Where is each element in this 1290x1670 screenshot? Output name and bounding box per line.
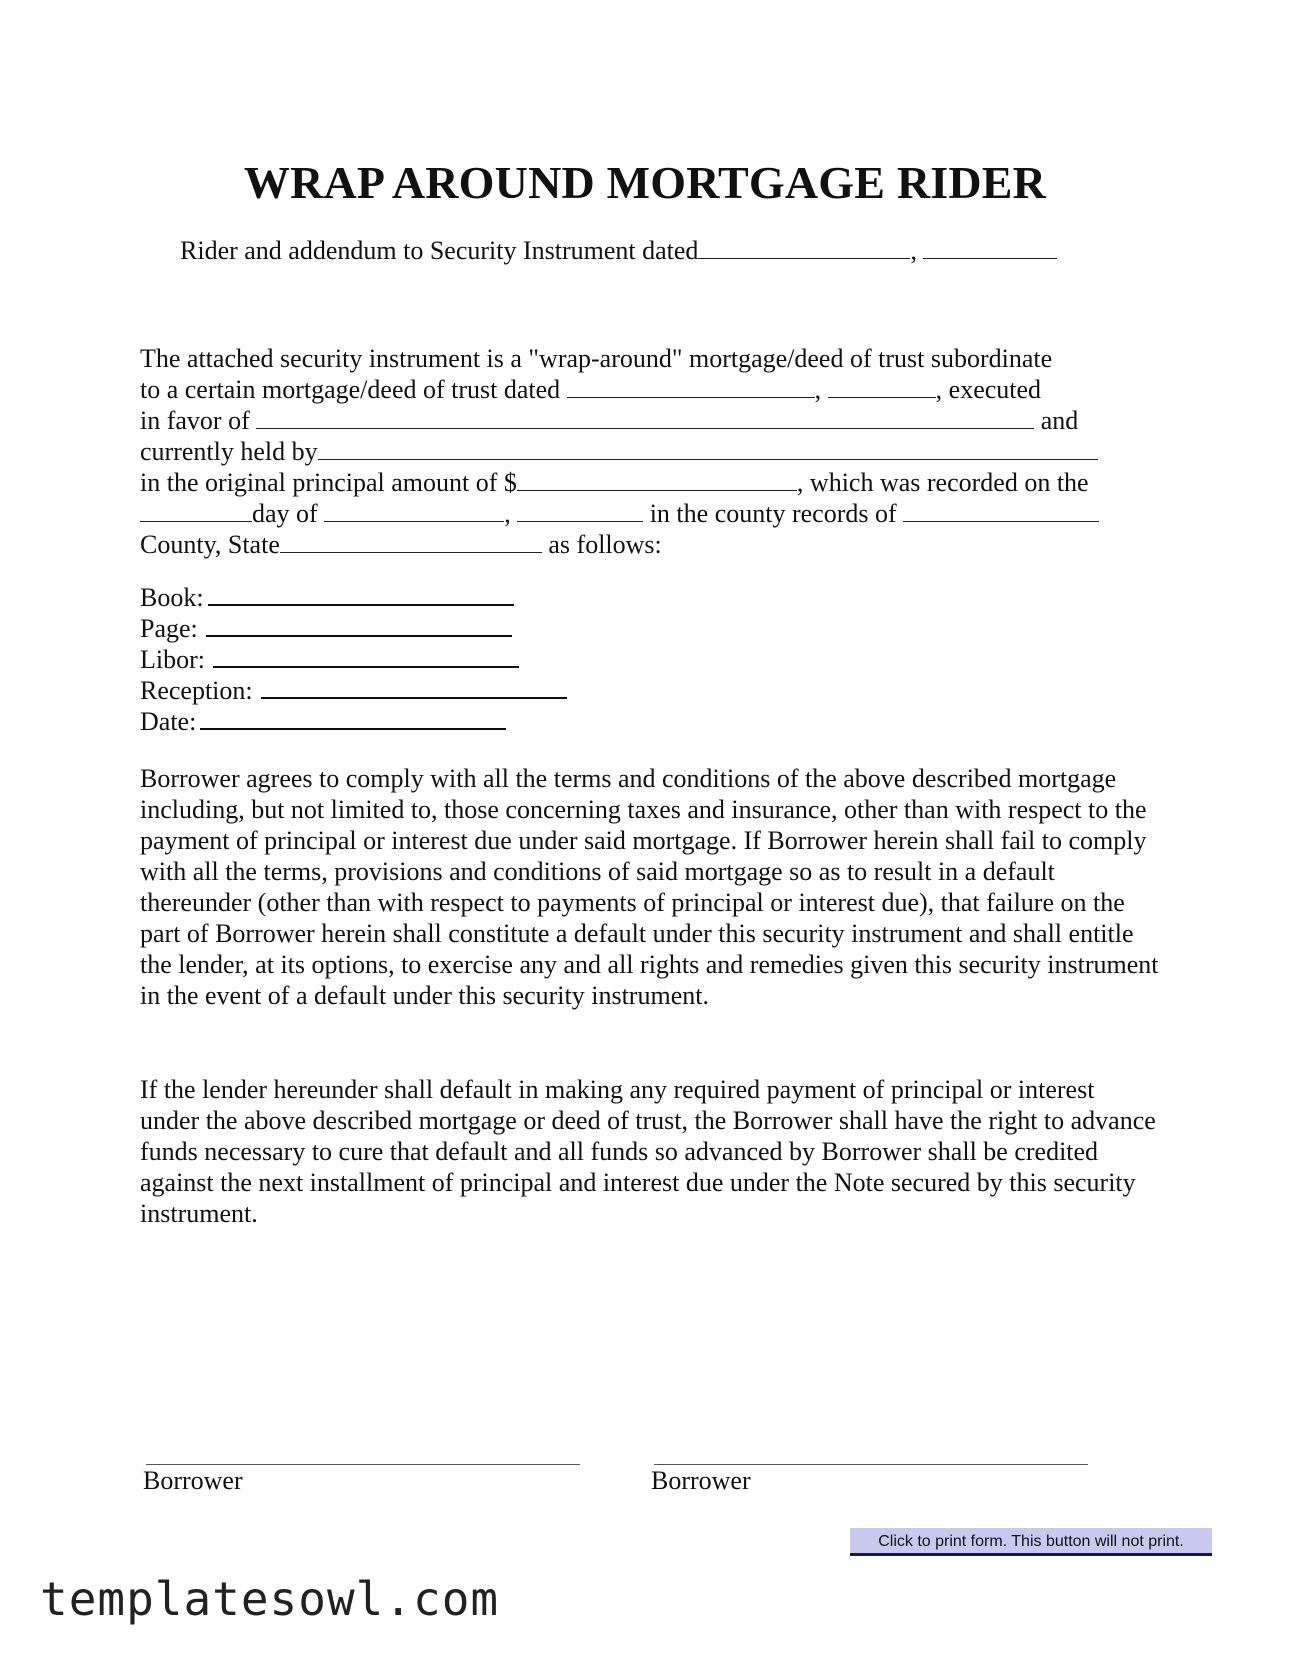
intro-text: , — [814, 375, 822, 404]
recorded-day-field[interactable] — [140, 499, 252, 522]
reception-label: Reception: — [140, 676, 253, 705]
lender-default-paragraph — [140, 1074, 1160, 1229]
print-form-button[interactable]: Click to print form. This button will not print. — [850, 1528, 1212, 1556]
book-label: Book: — [140, 583, 204, 612]
state-field[interactable] — [280, 530, 542, 553]
intro-text: The attached security instrument is a "wrap-around" mortgage/deed of trust subordinate — [140, 344, 1053, 373]
page-field[interactable] — [206, 611, 512, 637]
rider-date-line — [180, 236, 1057, 266]
intro-line-5 — [140, 468, 1089, 498]
document-title: WRAP AROUND MORTGAGE RIDER — [243, 157, 1047, 208]
in-favor-of-field[interactable] — [256, 406, 1034, 429]
intro-line-3 — [140, 406, 1078, 436]
book-field[interactable] — [208, 580, 514, 606]
intro-line-2 — [140, 375, 1041, 405]
libor-row — [140, 642, 519, 675]
recorded-month-field[interactable] — [324, 499, 504, 522]
prior-mortgage-year-field[interactable] — [828, 375, 936, 398]
compliance-paragraph — [140, 763, 1160, 1011]
libor-label: Libor: — [140, 645, 205, 674]
intro-text: , which was recorded on the — [796, 468, 1089, 497]
watermark-text: templatesowl.com — [40, 1572, 500, 1626]
lender-default-text: If the lender hereunder shall default in making any required payment of principal or interest under the above described mortgage or deed of trust, the Borrower shall have the right to advance funds necessary to cure that default and all funds so advanced by Borrower shall be credited against the next installment of principal and interest due under the Note secured by this security instrument. — [140, 1075, 1156, 1228]
rider-date-separator: , — [910, 236, 917, 265]
intro-text: and — [1040, 406, 1079, 435]
intro-text: in the county records of — [649, 499, 897, 528]
county-field[interactable] — [903, 499, 1099, 522]
intro-text: to a certain mortgage/deed of trust dated — [140, 375, 561, 404]
date-label: Date: — [140, 707, 197, 736]
rider-date-field[interactable] — [698, 236, 910, 259]
intro-text: in the original principal amount of $ — [140, 468, 517, 497]
date-row — [140, 704, 506, 737]
reception-field[interactable] — [261, 673, 567, 699]
prior-mortgage-date-field[interactable] — [567, 375, 815, 398]
intro-text: currently held by — [140, 437, 318, 466]
intro-text: as follows: — [548, 530, 662, 559]
intro-line-7 — [140, 530, 662, 560]
compliance-text: Borrower agrees to comply with all the terms and conditions of the above described mortgage including, but not limited to, those concerning taxes and insurance, other than with respect to the payment of principal or interest due under said mortgage. If Borrower herein shall fail to comply with all the terms, provisions and conditions of said mortgage so as to result in a default thereunder (other than with respect to payments of principal or interest due), that failure on the part of Borrower herein shall constitute a default under this security instrument and shall entitle the lender, at its options, to exercise any and all rights and remedies given this security instrument in the event of a default under this security instrument. — [140, 764, 1159, 1010]
libor-field[interactable] — [213, 642, 519, 668]
intro-text: day of — [252, 499, 318, 528]
date-field[interactable] — [200, 704, 506, 730]
page-label: Page: — [140, 614, 198, 643]
reception-row — [140, 673, 567, 706]
intro-text: County, State — [140, 530, 280, 559]
principal-amount-field[interactable] — [517, 468, 797, 491]
page-row — [140, 611, 512, 644]
intro-text: , executed — [935, 375, 1042, 404]
intro-text: , — [504, 499, 511, 528]
intro-line-1 — [140, 344, 1052, 374]
borrower-label-left: Borrower — [143, 1466, 243, 1495]
intro-line-4 — [140, 437, 1098, 467]
rider-year-field[interactable] — [923, 236, 1057, 259]
intro-line-6 — [140, 499, 1099, 529]
rider-date-label: Rider and addendum to Security Instrument dated — [180, 236, 699, 265]
borrower-signature-line-right[interactable] — [654, 1464, 1088, 1465]
borrower-signature-line-left[interactable] — [146, 1464, 580, 1465]
intro-text: in favor of — [140, 406, 250, 435]
currently-held-by-field[interactable] — [318, 437, 1098, 460]
recorded-year-field[interactable] — [517, 499, 643, 522]
book-row — [140, 580, 514, 613]
borrower-label-right: Borrower — [651, 1466, 751, 1495]
